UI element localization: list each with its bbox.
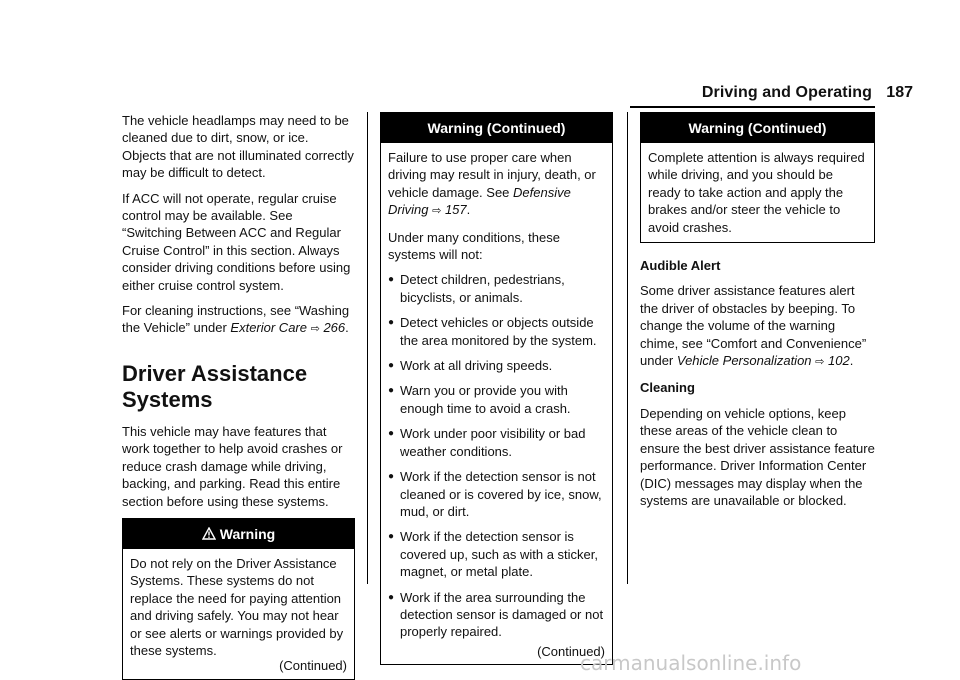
header-title: Driving and Operating	[701, 84, 872, 101]
xref-defensive-driving[interactable]: Defensive Driving	[388, 184, 571, 218]
list-item: ● Detect vehicles or objects outside the area monitored by the system.	[388, 314, 605, 349]
paragraph-audible	[640, 282, 875, 371]
warning-box-continued	[380, 112, 613, 665]
column-divider-2	[627, 112, 628, 584]
continued-label: (Continued)	[537, 643, 605, 659]
warning-header: Warning (Continued)	[641, 113, 874, 143]
subheading-audible-alert: Audible Alert	[640, 258, 721, 274]
list-item: ● Work if the detection sensor is covered up, such as with a sticker, magnet, or metal plate.	[388, 528, 605, 580]
paragraph-intro: This vehicle may have features that work together to help avoid crashes or reduce crash damage while driving, backing, and parking. Read this entire section before using these systems.	[122, 423, 343, 509]
column-3	[640, 112, 875, 517]
xref-page[interactable]: 102	[828, 353, 850, 369]
warning-box-continued	[640, 112, 875, 243]
page-header	[0, 84, 960, 114]
xref-page[interactable]: 266	[323, 320, 346, 336]
warning-text: Do not rely on the Driver Assistance Systems. These systems do not replace the need for paying attention and driving safely. You may not hear or see alerts or warnings provided by these systems.	[130, 555, 344, 658]
list-item: ● Work under poor visibility or bad weather conditions.	[388, 425, 605, 460]
subheading-cleaning: Cleaning	[640, 380, 695, 396]
column-2	[380, 112, 613, 665]
paragraph-text: For cleaning instructions, see “Washing the Vehicle” under	[122, 303, 350, 336]
warning-paragraph-2: Under many conditions, these systems will not:	[388, 229, 560, 263]
punctuation: .	[466, 202, 471, 218]
paragraph-text: Failure to use proper care when driving may result in injury, death, or vehicle damage. See	[388, 150, 596, 200]
warning-box	[122, 518, 355, 680]
page-ref-icon: ⇨	[310, 323, 320, 336]
punctuation: .	[345, 320, 349, 336]
limitations-list	[388, 271, 605, 640]
warning-paragraph	[388, 149, 605, 221]
list-item: ● Work if the area surrounding the detection sensor is damaged or not properly repaired.	[388, 589, 605, 641]
list-item: ● Warn you or provide you with enough time to avoid a crash.	[388, 382, 605, 417]
warning-header: Warning (Continued)	[381, 113, 612, 143]
paragraph-headlamps: The vehicle headlamps may need to be cleaned due to dirt, snow, or ice. Objects that are not illuminated correctly may be difficult to detect.	[122, 113, 354, 181]
watermark: carmanualsonline.info	[580, 651, 802, 675]
page-ref-icon: ⇨	[815, 356, 825, 369]
column-1	[122, 112, 355, 680]
warning-text: Complete attention is always required while driving, and you should be ready to take action and apply the brakes and/or steer the vehicle to avoid crashes.	[648, 150, 865, 235]
header-rule	[630, 106, 875, 108]
xref-vehicle-personalization[interactable]: Vehicle Personalization	[676, 353, 812, 369]
list-item: ● Work if the detection sensor is not cleaned or is covered by ice, snow, mud, or dirt.	[388, 468, 605, 520]
paragraph-cleaning: Depending on vehicle options, keep these areas of the vehicle clean to ensure the best driver assistance feature performance. Driver Information Center (DIC) messages may display when the systems are unavailable or blocked.	[640, 405, 875, 508]
section-title: Driver Assistance Systems	[122, 360, 308, 412]
paragraph-text: Some driver assistance features alert the driver of obstacles by beeping. To change the volume of the warning chime, see “Comfort and Convenience” under	[640, 283, 867, 369]
xref-exterior-care[interactable]: Exterior Care	[230, 320, 307, 336]
warning-triangle-icon	[202, 519, 216, 549]
warning-title: Warning	[219, 525, 276, 542]
page-number: 187	[886, 84, 913, 101]
list-item: ● Detect children, pedestrians, bicyclists, or animals.	[388, 271, 605, 306]
page-ref-icon: ⇨	[432, 205, 442, 218]
xref-page[interactable]: 157	[444, 202, 467, 218]
paragraph-acc: If ACC will not operate, regular cruise control may be available. See “Switching Between ACC and Regular Cruise Control” in this section. Always consider driving conditions before using either cruise control system.	[122, 190, 351, 293]
list-item: ● Work at all driving speeds.	[388, 357, 605, 374]
continued-label: (Continued)	[279, 658, 347, 674]
column-divider-1	[367, 112, 368, 584]
warning-header	[123, 519, 354, 549]
paragraph-cleaning-ref	[122, 302, 355, 339]
punctuation: .	[849, 353, 854, 369]
